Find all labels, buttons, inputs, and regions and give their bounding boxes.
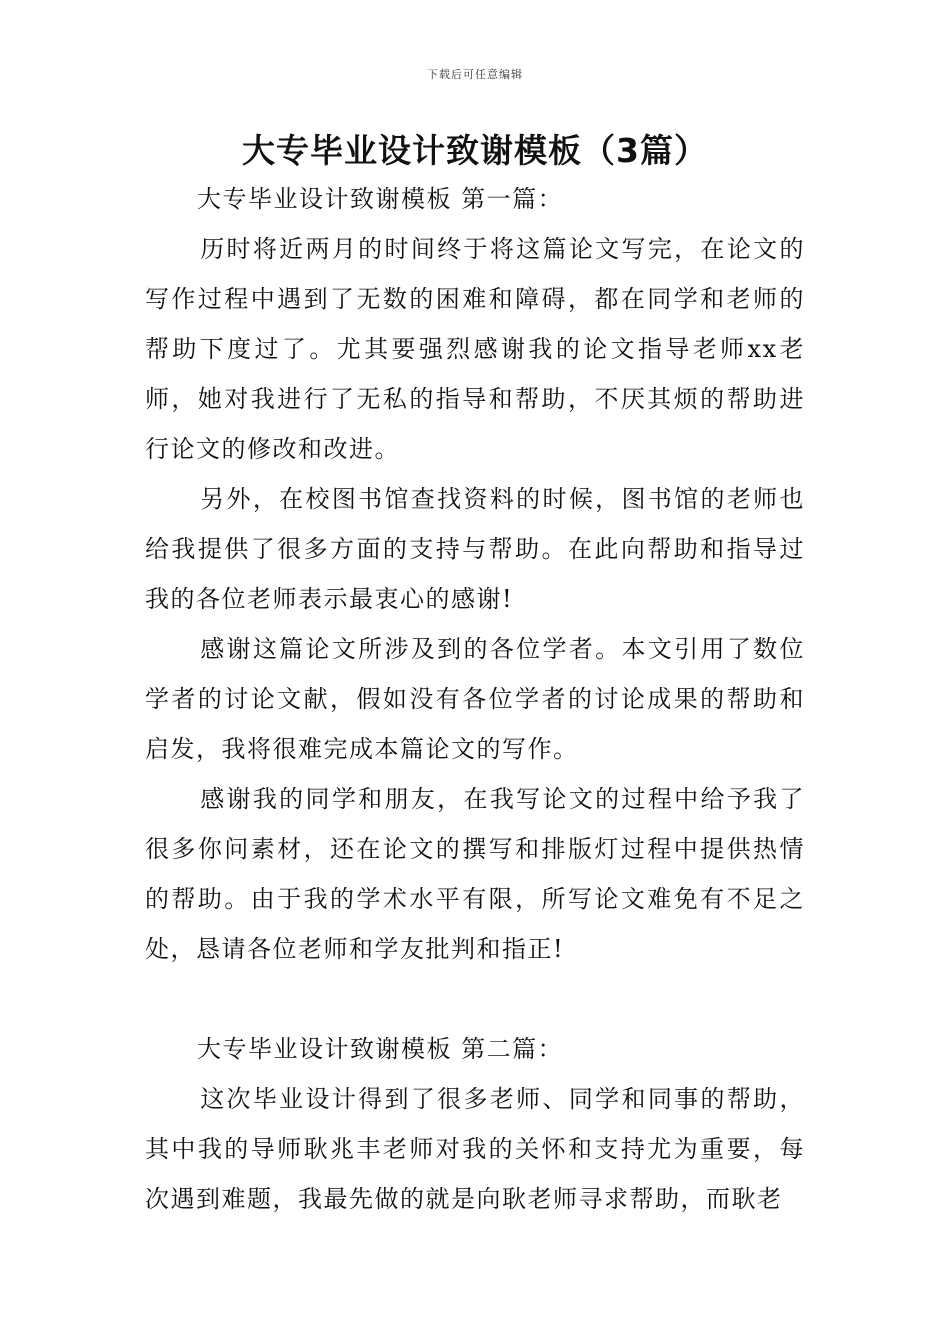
section-heading-part1: 大专毕业设计致谢模板 第一篇： (197, 185, 564, 213)
document-title: 大专毕业设计致谢模板（3篇） (242, 131, 708, 170)
paragraph: 历时将近两月的时间终于将这篇论文写完，在论文的写作过程中遇到了无数的困难和障碍，都在同学和老师的帮助下度过了。尤其要强烈感谢我的论文指导老师xx老师，她对我进行了无私的指导和帮助，不厌其烦的帮助进行论文的修改和改进。 (145, 235, 805, 463)
header-note: 下载后可任意编辑 (427, 68, 523, 81)
paragraph: 这次毕业设计得到了很多老师、同学和同事的帮助，其中我的导师耿兆丰老师对我的关怀和支持尤为重要，每次遇到难题，我最先做的就是向耿老师寻求帮助，而耿老 (145, 1085, 805, 1213)
document-body (145, 174, 805, 1224)
paragraph: 感谢这篇论文所涉及到的各位学者。本文引用了数位学者的讨论文献，假如没有各位学者的讨论成果的帮助和启发，我将很难完成本篇论文的写作。 (145, 635, 805, 763)
paragraph: 感谢我的同学和朋友，在我写论文的过程中给予我了很多你问素材，还在论文的撰写和排版灯过程中提供热情的帮助。由于我的学术水平有限，所写论文难免有不足之处，恳请各位老师和学友批判和指正! (145, 785, 805, 963)
section-heading-part2: 大专毕业设计致谢模板 第二篇： (197, 1035, 564, 1063)
paragraph: 另外，在校图书馆查找资料的时候，图书馆的老师也给我提供了很多方面的支持与帮助。在此向帮助和指导过我的各位老师表示最衷心的感谢! (145, 485, 805, 613)
section-spacer (145, 974, 805, 1024)
